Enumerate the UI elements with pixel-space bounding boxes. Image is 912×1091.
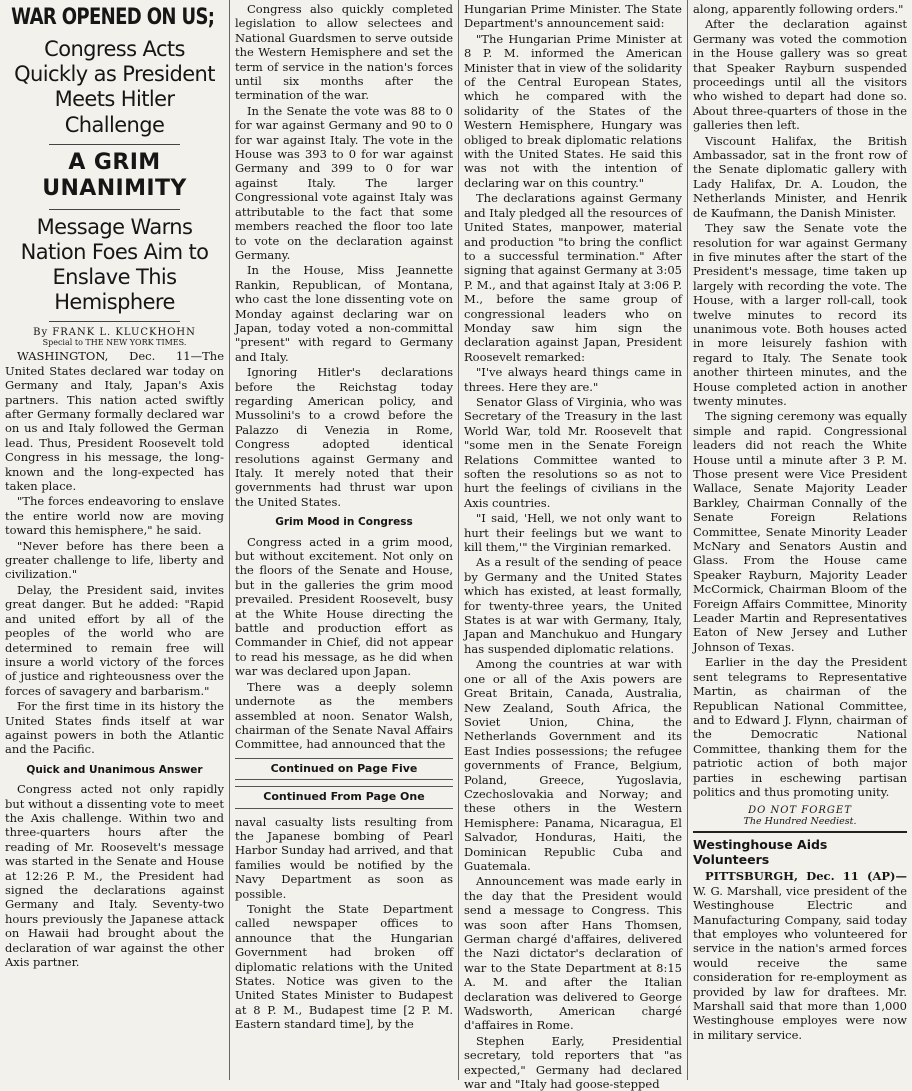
paragraph: Congress acted in a grim mood, but without excitement. Not only on the floors of the Senate and House, but in the galleries the grim mood prevailed. President Roosevelt, busy at the White House directing the battle and production effort as Commander in Chief, did not appear to read his message, as he did when war was declared upon Japan. — [235, 534, 453, 679]
filler-neediest: The Hundred Neediest. — [743, 816, 857, 828]
paragraph: along, apparently following orders." — [693, 2, 904, 16]
brief-body — [693, 869, 907, 1042]
paragraph: Announcement was made early in the day that the President would send a message to Congress. This was soon after Hans Thomsen, German chargé d'affaires, delivered the Nazi dictator's declaration of war to the State Department at 8:15 A. M. and after the Italian declaration was delivered to George Wadsworth, American chargé d'affaires in Rome. — [464, 874, 682, 1033]
paragraph: WASHINGTON, Dec. 11—The United States declared war today on Germany and Italy, Japan's Axis partners. This nation acted swiftly after Germany formally declared war on us and Italy followed the German lead. Thus, President Roosevelt told Congress in his message, the long-known and the long-expected has taken place. — [5, 349, 224, 494]
paragraph: In the Senate the vote was 88 to 0 for war against Germany and 90 to 0 for war against Italy. The vote in the House was 393 to 0 for war against Germany and 399 to 0 for war against Italy. The larger Congressional vote against Italy was attributable to the fact that some members reached the floor too late to vote on the declaration against Germany. — [235, 103, 453, 262]
paragraph — [693, 869, 907, 1042]
paragraph: Ignoring Hitler's declarations before the Reichstag today regarding American policy, and Mussolini's to a crowd before the Palazzo di Venezia in Rome, Congress adopted identical resolutions against Germany and Italy. It merely noted that their governments had thrust war upon the United States. — [235, 365, 453, 509]
special-credit: Special to THE NEW YORK TIMES. — [42, 338, 187, 348]
brief-headline: Westinghouse Aids Volunteers — [693, 831, 907, 867]
paragraph: Viscount Halifax, the British Ambassador, sat in the front row of the Senate diplomatic gallery with Lady Halifax, Dr. A. Loudon, the Netherlands Minister, and Henrik de Kaufmann, the Danish Minister. — [693, 133, 907, 220]
article-body — [464, 2, 682, 1091]
paragraph: "The Hungarian Prime Minister at 8 P. M. informed the American Minister that in view of the solidarity of the Central European States, which he compared with the solidarity of the States of the Western Hemisphere, Hungary was obliged to break diplomatic relations with the United States. He said this was not with the intention of declaring war on this country." — [464, 31, 682, 190]
paragraph: For the first time in its history the United States finds itself at war against powers in both the Atlantic and the Pacific. — [5, 699, 224, 757]
jump-line-continued-from: Continued From Page One — [235, 786, 453, 808]
jump-line-continued-on: Continued on Page Five — [235, 758, 453, 780]
banner-headline: WAR OPENED ON US; — [11, 5, 215, 30]
paragraph: After the declaration against Germany was voted the commotion in the House gallery was so great that Speaker Rayburn suspended proceedings until all the visitors who wished to depart had done so. About three-quarters of those in the galleries then left. — [693, 17, 907, 133]
paragraph: Tonight the State Department called newspaper offices to announce that the Hungarian Government had broken off diplomatic relations with the United States. Notice was given to the United States Minister to Budapest at 8 P. M., Budapest time [2 P. M. Eastern standard time], by the — [235, 901, 453, 1032]
paragraph: Earlier in the day the President sent telegrams to Representative Martin, as chairman of the Republican National Committee, and to Edward J. Flynn, chairman of the Democratic National Committee, thanking them for the patriotic action of both major parties in eschewing partisan politics and thus promoting unity. — [693, 655, 907, 799]
filler-do-not-forget: DO NOT FORGET — [748, 805, 852, 817]
deck-grim-unanimity: A GRIM UNANIMITY — [42, 149, 187, 202]
divider — [49, 321, 180, 322]
divider — [49, 209, 180, 210]
paragraph: "I said, 'Hell, we not only want to hurt their feelings but we want to kill them,'" the Virginian remarked. — [464, 511, 682, 555]
subhead: Grim Mood in Congress — [275, 516, 413, 529]
byline: By FRANK L. KLUCKHOHN — [33, 327, 196, 339]
paragraph: In the House, Miss Jeannette Rankin, Republican, of Montana, who cast the lone dissenting vote on Monday against declaring war on Japan, today voted a non-committal "present" with regard to Germany and Italy. — [235, 263, 453, 364]
paragraph: As a result of the sending of peace by Germany and the United States which has existed, at least formally, for twenty-three years, the United States is at war with Germany, Italy, Japan and Manchukuo and Hungary has suspended diplomatic relations. — [464, 555, 682, 656]
column-3 — [458, 0, 687, 1091]
paragraph: Congress acted not only rapidly but without a dissenting vote to meet the Axis challenge. Within two and three-quarters hours after the reading of Mr. Roosevelt's message was started in the Senate and House at 12:26 P. M., the President had signed the declarations against Germany and Italy. Seventy-two hours previously the Japanese attack on Hawaii had brought about the declaration of war against the other Axis partner. — [5, 782, 224, 970]
brief-text: W. G. Marshall, vice president of the Westinghouse Electric and Manufacturing Company, said today that employes who volunteered for service in the nation's armed forces would receive the same consideration for re-employment as provided by law for draftees. Mr. Marshall said that more than 1,000 Westinghouse employes were now in military service. — [693, 883, 907, 1042]
paragraph: "The forces endeavoring to enslave the entire world now are moving toward this hemisphere," he said. — [5, 494, 224, 538]
paragraph: They saw the Senate vote the resolution for war against Germany in five minutes after the start of the President's message, time taken up largely with recording the vote. The House, with a larger roll-call, took twelve minutes to record its unanimous vote. Both houses acted in more leisurely fashion with regard to Italy. The Senate took another thirteen minutes, and the House completed action in another twenty minutes. — [693, 221, 907, 408]
article-body — [5, 349, 224, 969]
paragraph: "I've always heard things came in threes. Here they are." — [464, 365, 682, 394]
column-1 — [0, 0, 229, 1080]
paragraph: Stephen Early, Presidential secretary, told reporters that "as expected," Germany had declared war and "Italy had goose-stepped — [464, 1033, 682, 1091]
deck-message-warns: Message Warns Nation Foes Aim to Enslave This Hemisphere — [20, 214, 209, 315]
article-body — [235, 2, 453, 1032]
paragraph: Congress also quickly completed legislation to allow selectees and National Guardsmen to serve outside the Western Hemisphere and set the term of service in the nation's forces until six months after the termination of the war. — [235, 2, 453, 103]
paragraph: Senator Glass of Virginia, who was Secretary of the Treasury in the last World War, told Mr. Roosevelt that "some men in the Senate Foreign Relations Committee wanted to soften the resolutions so as not to hurt the feelings of civilians in the Axis countries. — [464, 394, 682, 510]
article-body — [693, 2, 907, 799]
paragraph: Among the countries at war with one or all of the Axis powers are Great Britain, Canada, Australia, New Zealand, South Africa, the Soviet Union, China, the Netherlands Government and its East Indies possessions; the refugee governments of France, Belgium, Poland, Greece, Yugoslavia, Czechoslovakia and Norway; and these others in the Western Hemisphere: Panama, Nicaragua, El Salvador, Honduras, Haiti, the Dominican Republic Cuba and Guatemala. — [464, 657, 682, 873]
divider — [49, 144, 180, 145]
column-2 — [229, 0, 458, 1080]
deck-congress-acts: Congress Acts Quickly as President Meets Hitler Challenge — [14, 37, 215, 137]
paragraph: There was a deeply solemn undernote as the members assembled at noon. Senator Walsh, chairman of the Senate Naval Affairs Committee, had announced that the — [235, 679, 453, 752]
paragraph: Delay, the President said, invites great danger. But he added: "Rapid and united effort by all of the peoples of the world who are determined to remain free will insure a world victory of the forces of justice and righteousness over the forces of savagery and barbarism." — [5, 582, 224, 698]
paragraph: The signing ceremony was equally simple and rapid. Congressional leaders did not reach the White House until a minute after 3 P. M. Those present were Vice President Wallace, Senate Majority Leader Barkley, Chairman Connally of the Senate Foreign Relations Committee, Senate Minority Leader McNary and Senators Austin and Glass. From the House came Speaker Rayburn, Majority Leader McCormick, Chairman Bloom of the Foreign Affairs Committee, Minority Leader Martin and Representatives Eaton of New Jersey and Luther Johnson of Texas. — [693, 409, 907, 654]
paragraph: Hungarian Prime Minister. The State Department's announcement said: — [464, 2, 682, 31]
paragraph: "Never before has there been a greater challenge to life, liberty and civilization." — [5, 538, 224, 582]
brief-dateline: PITTSBURGH, Dec. 11 (AP)— — [705, 869, 907, 884]
subhead: Quick and Unanimous Answer — [26, 763, 203, 776]
paragraph: The declarations against Germany and Italy pledged all the resources of United States, manpower, material and production "to bring the conflict to a successful termination." After signing that against Germany at 3:05 P. M., and that against Italy at 3:06 P. M., before the same group of congressional leaders who on Monday saw him sign the declaration against Japan, President Roosevelt remarked: — [464, 191, 682, 364]
paragraph: naval casualty lists resulting from the Japanese bombing of Pearl Harbor Sunday had arrived, and that families would be notified by the Navy Department as soon as possible. — [235, 814, 453, 901]
column-4 — [687, 0, 912, 1080]
